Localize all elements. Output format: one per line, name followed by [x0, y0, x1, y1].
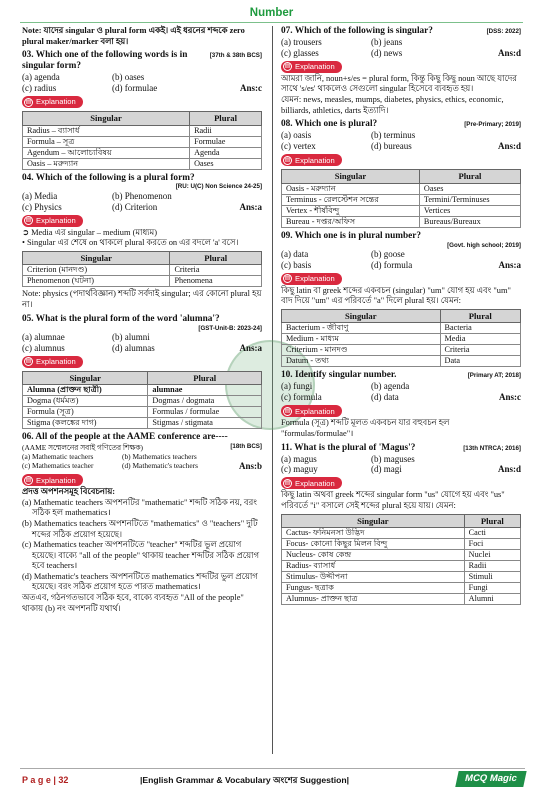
plural-cell: Nuclei: [464, 550, 520, 561]
source: [13th NTRCA; 2016]: [463, 444, 521, 452]
singular-plural-table: Singular Plural Cactus- ফনিমনসা উদ্ভিদ Cacti Focus- কোনো কিছুর মিলন বিন্দু Foci Nucleus- কোষ কেন্দ্র Nuclei Radius- ব্যাসার্ধ Radii Stimulus- উদ্দীপনা Stimuli Fungus- ছত্রাক Fungi Alumnus- প্রাক্তন ছাত্র Alumni: [281, 514, 521, 605]
explanation-example: যেমন: news, measles, mumps, diabetes, physics, ethics, economic, billiards, athletics, darts ইত্যাদি।: [281, 95, 504, 115]
option-a[interactable]: (a) Mathematic teachers: [22, 452, 94, 462]
singular-cell: Nucleus- কোষ কেন্দ্র: [282, 550, 465, 561]
singular-plural-table: Singular Plural Oasis - মরুদ্যান Oases Terminus - রেলস্টেশন সন্তের Termini/Terminuses Vertex - শীর্ষবিন্দু Vertices Bureau - দপ্তর/অফিস Bureaus/Bureaux: [281, 169, 521, 227]
plural-cell: alumnae: [148, 385, 262, 396]
singular-cell: Oasis – মরুদ্যান: [23, 158, 190, 169]
option-c[interactable]: (c) radius: [22, 83, 57, 94]
explanation-badge: ▤ Explanation: [281, 405, 342, 417]
table-row: [282, 583, 521, 594]
option-a[interactable]: (a) alumnae: [22, 331, 65, 342]
right-column: [281, 26, 521, 607]
plural-cell: Fungi: [464, 583, 520, 594]
options: [22, 191, 262, 213]
option-d[interactable]: (d) news: [371, 47, 403, 58]
explanation-badge: ▤ Explanation: [281, 61, 342, 73]
option-a[interactable]: (a) magus: [281, 453, 317, 464]
option-d[interactable]: (d) alumnas: [112, 342, 155, 353]
plural-cell: Stigmas / stigmata: [148, 418, 262, 429]
explanation-line: ➲ Media এর singular – medium (মাধ্যম): [22, 227, 157, 237]
option-a[interactable]: (a) oasis: [281, 130, 312, 141]
table-row: [23, 265, 262, 276]
table-row: [23, 158, 262, 169]
plural-cell: Vertices: [419, 205, 520, 216]
table-row: [282, 550, 521, 561]
table-row: [23, 385, 262, 396]
plural-cell: Radii: [190, 125, 262, 136]
question-07: [281, 26, 521, 116]
explanation-text: আমরা জানি, noun+s/es = plural form, কিন্তু কিছু কিছু noun আছে যাদের সাথে 's/es' থাকলেও সেগুলো singular হিসেবে ব্যবহৃত হয়।: [281, 73, 517, 94]
singular-cell: Focus- কোনো কিছুর মিলন বিন্দু: [282, 539, 465, 550]
singular-cell: Stigma (কলঙ্কের দাগ): [23, 418, 148, 429]
option-b[interactable]: (b) maguses: [371, 453, 415, 464]
plural-cell: Foci: [464, 539, 520, 550]
singular-cell: Oasis - মরুদ্যান: [282, 183, 420, 194]
source: [Primary AT; 2018]: [467, 372, 521, 380]
page-number: P a g e | 32: [22, 775, 69, 785]
options: [281, 381, 521, 403]
answer: Ans:c: [499, 392, 521, 403]
plural-cell: Dogmas / dogmata: [148, 396, 262, 407]
book-icon: ▤: [284, 156, 291, 163]
option-d[interactable]: (d) formula: [371, 259, 413, 270]
option-c[interactable]: (c) Physics: [22, 201, 62, 212]
answer: Ans:a: [239, 201, 262, 212]
option-c[interactable]: (c) glasses: [281, 47, 319, 58]
question-03: [22, 50, 262, 169]
options: [281, 454, 521, 476]
book-icon: ▤: [25, 217, 32, 224]
plural-cell: Termini/Terminuses: [419, 194, 520, 205]
plural-cell: Radii: [464, 561, 520, 572]
question-text: 04. Which of the following is a plural form?: [22, 172, 195, 183]
answer: Ans:d: [497, 47, 521, 58]
question-text: 08. Which one is plural?: [281, 119, 378, 130]
option-d[interactable]: (d) magi: [371, 464, 402, 475]
plural-cell: Agenda: [190, 147, 262, 158]
option-a[interactable]: (a) Media: [22, 190, 58, 201]
table-row: [282, 356, 521, 367]
singular-cell: Formula – সূত্র: [23, 136, 190, 147]
singular-cell: Radius – ব্যাসার্ধ: [23, 125, 190, 136]
brand-logo: MCQ Magic: [456, 771, 527, 787]
answer: Ans:a: [498, 259, 521, 270]
page-title: Number: [249, 7, 294, 19]
table-row: [23, 125, 262, 136]
singular-cell: Alumna (প্রাক্তন ছাত্রী): [23, 385, 148, 396]
plural-cell: Formulae: [190, 136, 262, 147]
options: [22, 332, 262, 354]
question-subtext: (AAME সম্মেলনের সবাই গণিতের শিক্ষক): [22, 443, 144, 453]
explanation-item: (a) Mathematic teachers অপশনটির "mathematic" শব্দটি সঠিক নয়, বরং সঠিক হল mathematics।: [22, 497, 257, 518]
options: [22, 452, 262, 472]
singular-plural-table: Singular Plural Alumna (প্রাক্তন ছাত্রী) alumnae Dogma (ধর্মমত) Dogmas / dogmata Formula (সূত্র) Formulas / formulae Stigma (কলঙ্কের দাগ) Stigmas / stigmata: [22, 371, 262, 429]
option-a[interactable]: (a) agenda: [22, 72, 60, 83]
question-text: 06. All of the people at the AAME conference are----: [22, 432, 228, 443]
table-row: [282, 528, 521, 539]
singular-cell: Medium - মাধ্যম: [282, 334, 441, 345]
plural-cell: Criteria: [170, 265, 262, 276]
singular-cell: Stimulus- উদ্দীপনা: [282, 572, 465, 583]
singular-cell: Datum - তথ্য: [282, 356, 441, 367]
source: [DSS: 2022]: [486, 28, 521, 35]
book-icon: ▤: [25, 476, 32, 483]
question-08: [281, 119, 521, 227]
table-row: [282, 594, 521, 605]
singular-plural-table: Singular Plural Criterion (মানদণ্ড) Criteria Phenomenon (ঘটনা) Phenomena: [22, 251, 262, 287]
option-b[interactable]: (b) terminus: [371, 130, 416, 141]
singular-cell: Vertex - শীর্ষবিন্দু: [282, 205, 420, 216]
plural-cell: Alumni: [464, 594, 520, 605]
option-b[interactable]: (b) Phenomenon: [112, 190, 172, 201]
options: [281, 130, 521, 152]
explanation-badge: ▤ Explanation: [22, 474, 83, 486]
answer: Ans:b: [238, 461, 262, 472]
source: [18th BCS]: [230, 443, 262, 451]
explanation-badge: ▤ Explanation: [281, 154, 342, 166]
page-footer: [20, 768, 525, 788]
table-row: [23, 276, 262, 287]
option-c[interactable]: (c) Mathematics teacher: [22, 461, 94, 471]
singular-plural-table: Singular Plural Radius – ব্যাসার্ধ Radii Formula – সূত্র Formulae Agendum – আলোচ্যবিষয় Agenda Oasis – মরুদ্যান Oases: [22, 111, 262, 169]
singular-cell: Cactus- ফনিমনসা উদ্ভিদ: [282, 528, 465, 539]
option-b[interactable]: (b) jeans: [371, 36, 403, 47]
singular-cell: Agendum – আলোচ্যবিষয়: [23, 147, 190, 158]
table-row: [23, 418, 262, 429]
explanation-text: Formula (সূত্র) শব্দটি মূলত একবচন যার বহুবচন হল "formulas/formulae"।: [281, 418, 450, 438]
option-c[interactable]: (c) basis: [281, 259, 312, 270]
options: [281, 37, 521, 59]
table-row: [282, 334, 521, 345]
table-row: [23, 407, 262, 418]
option-b[interactable]: (b) Mathematics teachers: [122, 452, 197, 462]
plural-cell: Phenomena: [170, 276, 262, 287]
explanation-line: • Singular এর শেষে on থাকলে plural করতে on এর বদলে 'a' বসে।: [22, 238, 239, 248]
explanation-badge: ▤ Explanation: [22, 215, 83, 227]
book-icon: ▤: [25, 358, 32, 365]
table-row: [23, 147, 262, 158]
book-icon: ▤: [284, 275, 291, 282]
singular-cell: Dogma (ধর্মমত): [23, 396, 148, 407]
table-row: [23, 136, 262, 147]
source: [RU: U(C) Non Science 24-25]: [175, 183, 262, 191]
option-d[interactable]: (d) data: [371, 392, 399, 403]
source: [GST-Unit-B: 2023-24]: [198, 324, 262, 332]
question-04: [22, 173, 262, 311]
singular-cell: Terminus - রেলস্টেশন সন্তের: [282, 194, 420, 205]
plural-cell: Data: [440, 356, 520, 367]
singular-cell: Formula (সূত্র): [23, 407, 148, 418]
plural-cell: Oases: [419, 183, 520, 194]
question-10: [281, 370, 521, 439]
option-c[interactable]: (c) vertex: [281, 141, 316, 152]
option-d[interactable]: (d) formulae: [112, 83, 158, 94]
explanation-item: (c) Mathematics teacher অপশনটিতে "teacher" শব্দটির ভুল প্রয়োগ হয়েছে। বাক্যে "all of the people" থাকায় teacher শব্দটির সঠিক প্রয়োগ হবে teachers।: [22, 540, 259, 571]
option-d[interactable]: (d) Mathematic's teachers: [122, 461, 199, 471]
table-row: [282, 194, 521, 205]
table-row: [282, 323, 521, 334]
option-c[interactable]: (c) alumnus: [22, 342, 65, 353]
answer: Ans:d: [497, 464, 521, 475]
explanation-conclusion: অতএব, গঠনগতভাবে সঠিক হবে, বাক্যে ব্যবহৃত "All of the people" থাকায় (b) নং অপশনটি যথার্থ।: [22, 593, 244, 613]
singular-cell: Criterion (মানদণ্ড): [23, 265, 170, 276]
source: [37th & 38th BCS]: [209, 52, 262, 60]
book-icon: ▤: [25, 98, 32, 105]
option-c[interactable]: (c) maguy: [281, 464, 318, 475]
note: Note: physics (পদার্থবিজ্ঞান) শব্দটি সর্বদাই singular; এর কোনো plural হয় না।: [22, 289, 262, 309]
book-icon: ▤: [284, 63, 291, 70]
explanation-badge: ▤ Explanation: [22, 96, 83, 108]
option-a[interactable]: (a) data: [281, 248, 309, 259]
plural-cell: Cacti: [464, 528, 520, 539]
question-text: 07. Which of the following is singular?: [281, 26, 433, 36]
table-row: [23, 396, 262, 407]
singular-cell: Bacterium - জীবাণু: [282, 323, 441, 334]
explanation-badge: ▤ Explanation: [281, 477, 342, 489]
left-column: [22, 26, 262, 614]
answer: Ans:c: [240, 83, 262, 94]
plural-cell: Criteria: [440, 345, 520, 356]
plural-cell: Oases: [190, 158, 262, 169]
option-a[interactable]: (a) fungi: [281, 381, 313, 392]
table-row: [282, 561, 521, 572]
option-b[interactable]: (b) agenda: [371, 381, 410, 392]
explanation-badge: ▤ Explanation: [22, 356, 83, 368]
table-row: [282, 216, 521, 227]
singular-plural-table: Singular Plural Bacterium - জীবাণু Bacteria Medium - মাধ্যম Media Criterium - মানদণ্ড Criteria Datum - তথ্য Data: [281, 309, 521, 367]
header-rule: [20, 22, 523, 23]
plural-cell: Formulas / formulae: [148, 407, 262, 418]
question-11: [281, 443, 521, 606]
option-c[interactable]: (c) formula: [281, 392, 322, 403]
plural-cell: Bureaus/Bureaux: [419, 216, 520, 227]
answer: Ans:a: [239, 342, 262, 353]
question-05: [22, 314, 262, 430]
options: [22, 72, 262, 94]
table-row: [282, 345, 521, 356]
option-b[interactable]: (b) alumni: [112, 331, 150, 342]
singular-cell: Phenomenon (ঘটনা): [23, 276, 170, 287]
table-row: [282, 183, 521, 194]
question-09: [281, 231, 521, 368]
singular-cell: Alumnus- প্রাক্তন ছাত্র: [282, 594, 465, 605]
explanation-item: (b) Mathematics teachers অপশনটিতে "mathematics" ও "teachers" দুটি শব্দের সঠিক প্রয়োগ হয়েছে।: [22, 518, 258, 539]
singular-cell: Criterium - মানদণ্ড: [282, 345, 441, 356]
option-d[interactable]: (d) Criterion: [112, 201, 158, 212]
table-row: [282, 539, 521, 550]
option-b[interactable]: (b) goose: [371, 248, 405, 259]
options: [281, 249, 521, 271]
option-a[interactable]: (a) trousers: [281, 36, 322, 47]
book-icon: ▤: [284, 479, 291, 486]
explanation-heading: প্রদত্ত অপশনসমূহ বিবেচনায়:: [22, 487, 116, 497]
book-icon: ▤: [284, 407, 291, 414]
source: [Govt. high school; 2019]: [447, 241, 521, 249]
plural-cell: Media: [440, 334, 520, 345]
explanation-item: (d) Mathematic's teachers অপশনটিতে mathematics শব্দটির ভুল প্রয়োগ হয়েছে। বরং সঠিক প্রয়োগ হতে পারত mathematics।: [22, 571, 258, 592]
note: Note: যাদের singular ও plural form একই। এই ধরনের শব্দকে zero plural maker/marker বলা হয়।: [22, 26, 245, 46]
table-row: [282, 205, 521, 216]
explanation-badge: ▤ Explanation: [281, 273, 342, 285]
answer: Ans:d: [497, 141, 521, 152]
question-06: [22, 432, 262, 614]
plural-cell: Stimuli: [464, 572, 520, 583]
plural-cell: Bacteria: [440, 323, 520, 334]
question-text: 10. Identify singular number.: [281, 370, 397, 381]
explanation-text: কিছু latin বা greek শব্দের একবচন (singular) "um" যোগ হয় এবং "um" বাদ দিয়ে "um" এর পরিবর্তে "a" দিলে plural হয়। যেমন:: [281, 285, 511, 306]
question-text: 11. What is the plural of 'Magus'?: [281, 442, 416, 453]
source: [Pre-Primary; 2019]: [464, 121, 521, 129]
footer-title: |English Grammar & Vocabulary অংশের Suggestion|: [140, 775, 350, 785]
explanation-text: কিছু latin অথবা greek শব্দের singular form "us" যোগে হয় এবং "us" পরিবর্তে "i" বসালে সেই শব্দের plural হয়ে যায়। যেমন:: [281, 490, 505, 511]
singular-cell: Bureau - দপ্তর/অফিস: [282, 216, 420, 227]
question-text: 03. Which one of the following words is in singular form?: [22, 50, 188, 72]
question-text: 09. Which one is in plural number?: [281, 230, 422, 241]
singular-cell: Fungus- ছত্রাক: [282, 583, 465, 594]
question-text: 05. What is the plural form of the word 'alumna'?: [22, 313, 220, 324]
singular-cell: Radius- ব্যাসার্ধ: [282, 561, 465, 572]
option-d[interactable]: (d) bureaus: [371, 141, 412, 152]
option-b[interactable]: (b) oases: [112, 72, 145, 83]
table-row: [282, 572, 521, 583]
